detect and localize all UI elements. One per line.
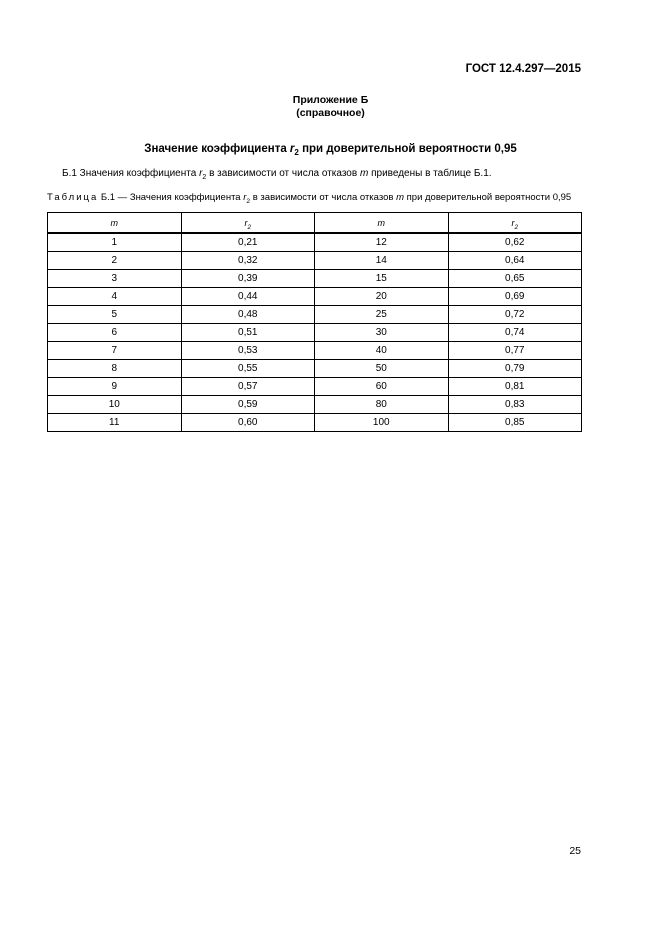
title-text-end: при доверительной вероятности 0,95 (298, 143, 517, 155)
table-cell: 10 (48, 396, 182, 414)
table-cell: 0,62 (448, 233, 582, 252)
table-row (48, 233, 582, 252)
table-cell: 25 (315, 306, 449, 324)
table-cell: 14 (315, 252, 449, 270)
paragraph-subscript: 2 (202, 174, 207, 181)
table-cell: 0,48 (181, 306, 315, 324)
table-cell: 0,81 (448, 378, 582, 396)
header-r2-right (448, 213, 582, 234)
table-row (48, 306, 582, 324)
table-cell: 12 (315, 233, 449, 252)
table-cell: 0,32 (181, 252, 315, 270)
header-m-left (48, 213, 182, 234)
caption-label: Таблица (47, 192, 99, 203)
table-row (48, 252, 582, 270)
table-cell: 0,53 (181, 342, 315, 360)
table-cell: 60 (315, 378, 449, 396)
table-cell: 0,83 (448, 396, 582, 414)
table-cell: 3 (48, 270, 182, 288)
caption-variable-m: m (396, 192, 404, 203)
caption-subscript: 2 (246, 198, 251, 205)
table-cell: 0,57 (181, 378, 315, 396)
table-cell: 0,79 (448, 360, 582, 378)
appendix-label: Приложение Б (292, 94, 369, 106)
table-cell: 0,21 (181, 233, 315, 252)
header-m-right (315, 213, 449, 234)
header-var: r (244, 217, 248, 228)
paragraph-variable-r: r (199, 168, 203, 179)
table-cell: 0,77 (448, 342, 582, 360)
header-sub: 2 (514, 223, 518, 231)
header-r2-left (181, 213, 315, 234)
table-cell: 5 (48, 306, 182, 324)
appendix-heading (0, 94, 661, 120)
table-row (48, 324, 582, 342)
appendix-note: (справочное) (296, 107, 365, 119)
header-var: m (110, 217, 118, 228)
table-row (48, 396, 582, 414)
table-row (48, 360, 582, 378)
table-cell: 0,59 (181, 396, 315, 414)
table-cell: 0,51 (181, 324, 315, 342)
table-cell: 100 (315, 414, 449, 432)
table-cell: 7 (48, 342, 182, 360)
section-title (0, 143, 661, 155)
header-var: m (377, 217, 385, 228)
table-cell: 0,44 (181, 288, 315, 306)
table-cell: 0,65 (448, 270, 582, 288)
standard-code: ГОСТ 12.4.297—2015 (465, 63, 581, 75)
table-cell: 0,55 (181, 360, 315, 378)
table-header-row (48, 213, 582, 234)
table-cell: 0,85 (448, 414, 582, 432)
table-cell: 9 (48, 378, 182, 396)
paragraph-variable-m: m (359, 168, 369, 179)
table-body (48, 233, 582, 432)
table-cell: 0,74 (448, 324, 582, 342)
table-cell: 0,69 (448, 288, 582, 306)
caption-text: Б.1 — Значения коэффициента (98, 192, 244, 203)
table-row (48, 288, 582, 306)
header-sub: 2 (247, 223, 251, 231)
caption-text-end: при доверительной вероятности 0,95 (404, 192, 572, 203)
title-variable: r (289, 143, 295, 155)
paragraph-text-end: приведены в таблице Б.1. (368, 168, 492, 179)
coefficient-table (47, 212, 582, 432)
table-cell: 80 (315, 396, 449, 414)
table-row (48, 270, 582, 288)
table-cell: 0,64 (448, 252, 582, 270)
table-cell: 6 (48, 324, 182, 342)
page-number: 25 (569, 845, 581, 857)
header-var: r (511, 217, 515, 228)
table-row (48, 342, 582, 360)
table-row (48, 414, 582, 432)
table-cell: 40 (315, 342, 449, 360)
title-text: Значение коэффициента (144, 143, 290, 155)
table-cell: 2 (48, 252, 182, 270)
table-cell: 4 (48, 288, 182, 306)
paragraph-text-middle: в зависимости от числа отказов (206, 168, 360, 179)
table-cell: 1 (48, 233, 182, 252)
table-row (48, 378, 582, 396)
table-cell: 30 (315, 324, 449, 342)
table-cell: 0,39 (181, 270, 315, 288)
table-cell: 50 (315, 360, 449, 378)
paragraph-text: Б.1 Значения коэффициента (62, 168, 200, 179)
table-cell: 0,60 (181, 414, 315, 432)
title-subscript: 2 (294, 148, 299, 157)
table-cell: 15 (315, 270, 449, 288)
intro-paragraph (62, 168, 492, 179)
table-cell: 0,72 (448, 306, 582, 324)
caption-variable-r: r (243, 192, 247, 203)
caption-text-middle: в зависимости от числа отказов (250, 192, 397, 203)
table-cell: 8 (48, 360, 182, 378)
table-cell: 20 (315, 288, 449, 306)
table-caption (47, 192, 571, 203)
table-cell: 11 (48, 414, 182, 432)
